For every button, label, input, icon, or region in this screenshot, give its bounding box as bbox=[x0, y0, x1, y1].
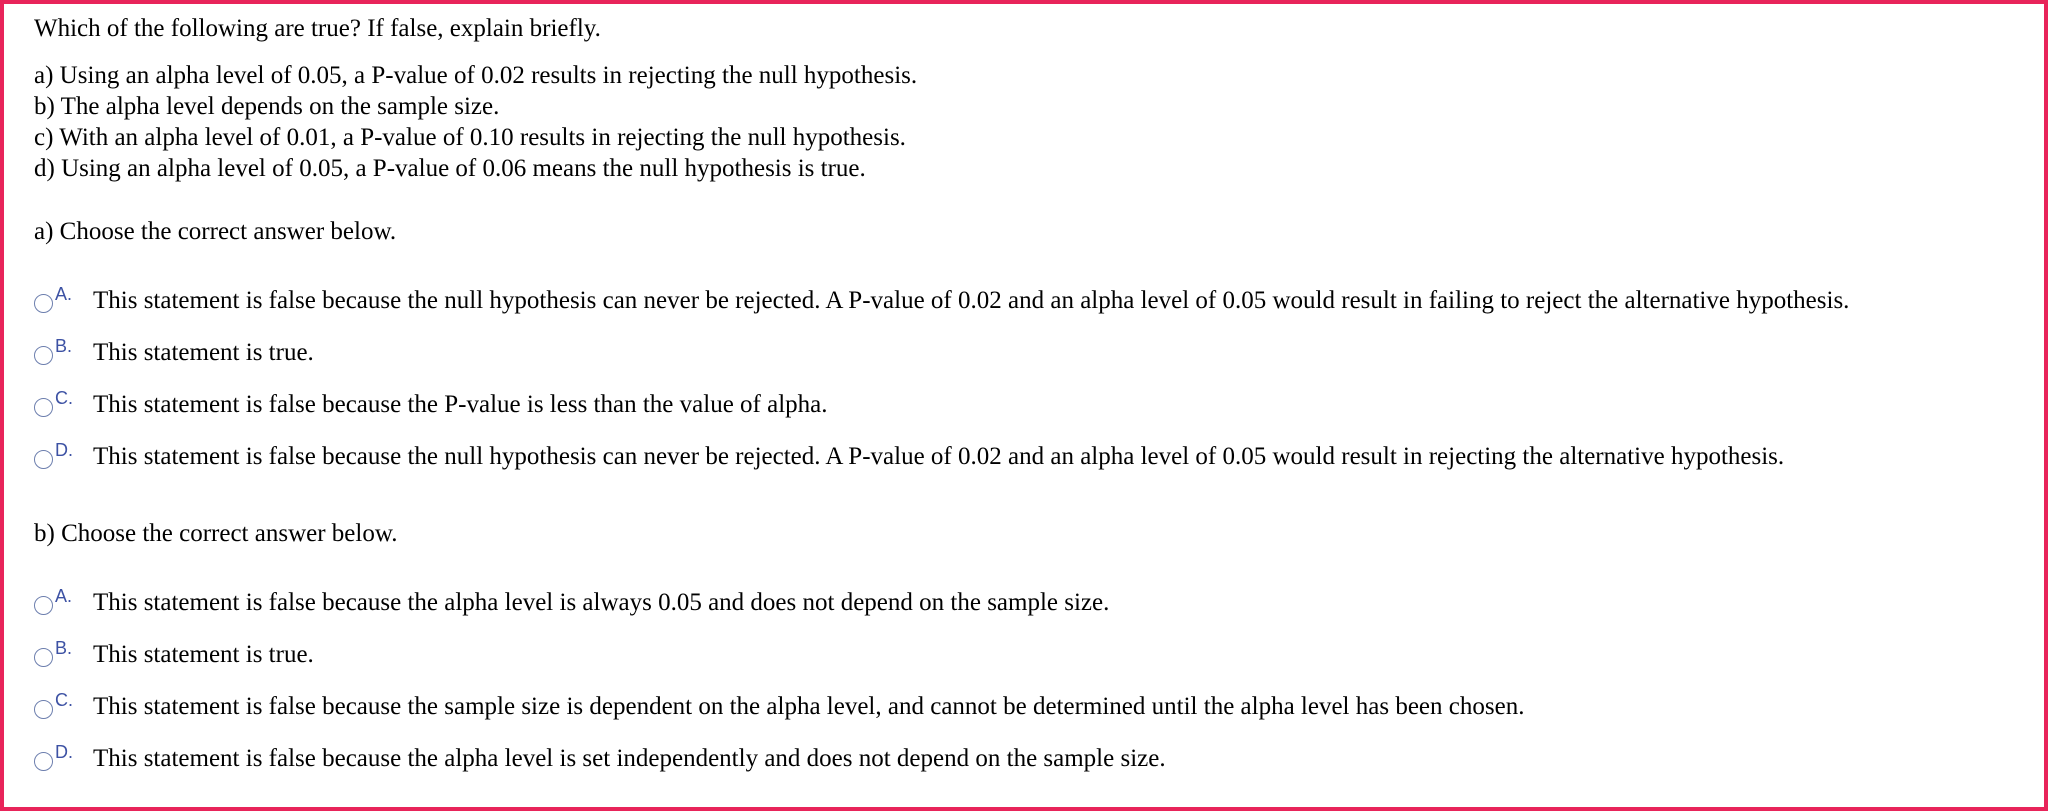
part-b-option-c[interactable] bbox=[34, 688, 1524, 724]
option-text: This statement is true. bbox=[93, 338, 314, 366]
radio-button-icon[interactable] bbox=[34, 346, 53, 365]
part-a-option-b[interactable] bbox=[34, 334, 314, 370]
option-letter: B. bbox=[55, 336, 73, 356]
question-intro: Which of the following are true? If false, explain briefly. bbox=[34, 15, 601, 42]
option-text: This statement is false because the null hypothesis can never be rejected. A P-value of 0.02 and an alpha level of 0.05 would result in failing to reject the alternative hypothesis. bbox=[93, 286, 1850, 314]
part-b-option-b[interactable] bbox=[34, 636, 314, 672]
option-letter: D. bbox=[55, 742, 73, 762]
part-b-option-a[interactable] bbox=[34, 584, 1109, 620]
option-text: This statement is false because the sample size is dependent on the alpha level, and cannot be determined until the alpha level has been chosen. bbox=[93, 692, 1525, 720]
part-a-prompt: a) Choose the correct answer below. bbox=[34, 218, 397, 245]
statement-d: d) Using an alpha level of 0.05, a P-value of 0.06 means the null hypothesis is true. bbox=[34, 155, 866, 182]
option-letter: A. bbox=[55, 586, 73, 606]
radio-button-icon[interactable] bbox=[34, 450, 53, 469]
radio-button-icon[interactable] bbox=[34, 752, 53, 771]
radio-button-icon[interactable] bbox=[34, 700, 53, 719]
option-text: This statement is false because the null hypothesis can never be rejected. A P-value of 0.02 and an alpha level of 0.05 would result in rejecting the alternative hypothesis. bbox=[93, 442, 1785, 470]
statement-a: a) Using an alpha level of 0.05, a P-value of 0.02 results in rejecting the null hypothesis. bbox=[34, 62, 918, 89]
option-letter: B. bbox=[55, 638, 73, 658]
option-text: This statement is true. bbox=[93, 640, 314, 668]
radio-button-icon[interactable] bbox=[34, 648, 53, 667]
option-letter: C. bbox=[55, 690, 73, 710]
part-b-prompt: b) Choose the correct answer below. bbox=[34, 520, 398, 547]
option-text: This statement is false because the alpha level is set independently and does not depend on the sample size. bbox=[93, 744, 1166, 772]
option-letter: D. bbox=[55, 440, 73, 460]
option-text: This statement is false because the alpha level is always 0.05 and does not depend on the sample size. bbox=[93, 588, 1110, 616]
radio-button-icon[interactable] bbox=[34, 294, 53, 313]
statement-b: b) The alpha level depends on the sample size. bbox=[34, 93, 500, 120]
part-a-option-d[interactable] bbox=[34, 438, 1784, 474]
part-a-option-a[interactable] bbox=[34, 282, 1849, 318]
part-b-option-d[interactable] bbox=[34, 740, 1166, 776]
part-a-option-c[interactable] bbox=[34, 386, 828, 422]
radio-button-icon[interactable] bbox=[34, 596, 53, 615]
option-letter: C. bbox=[55, 388, 73, 408]
radio-button-icon[interactable] bbox=[34, 398, 53, 417]
statement-c: c) With an alpha level of 0.01, a P-value of 0.10 results in rejecting the null hypothesis. bbox=[34, 124, 906, 151]
option-text: This statement is false because the P-value is less than the value of alpha. bbox=[93, 390, 828, 418]
option-letter: A. bbox=[55, 284, 73, 304]
statement-list bbox=[34, 60, 917, 184]
